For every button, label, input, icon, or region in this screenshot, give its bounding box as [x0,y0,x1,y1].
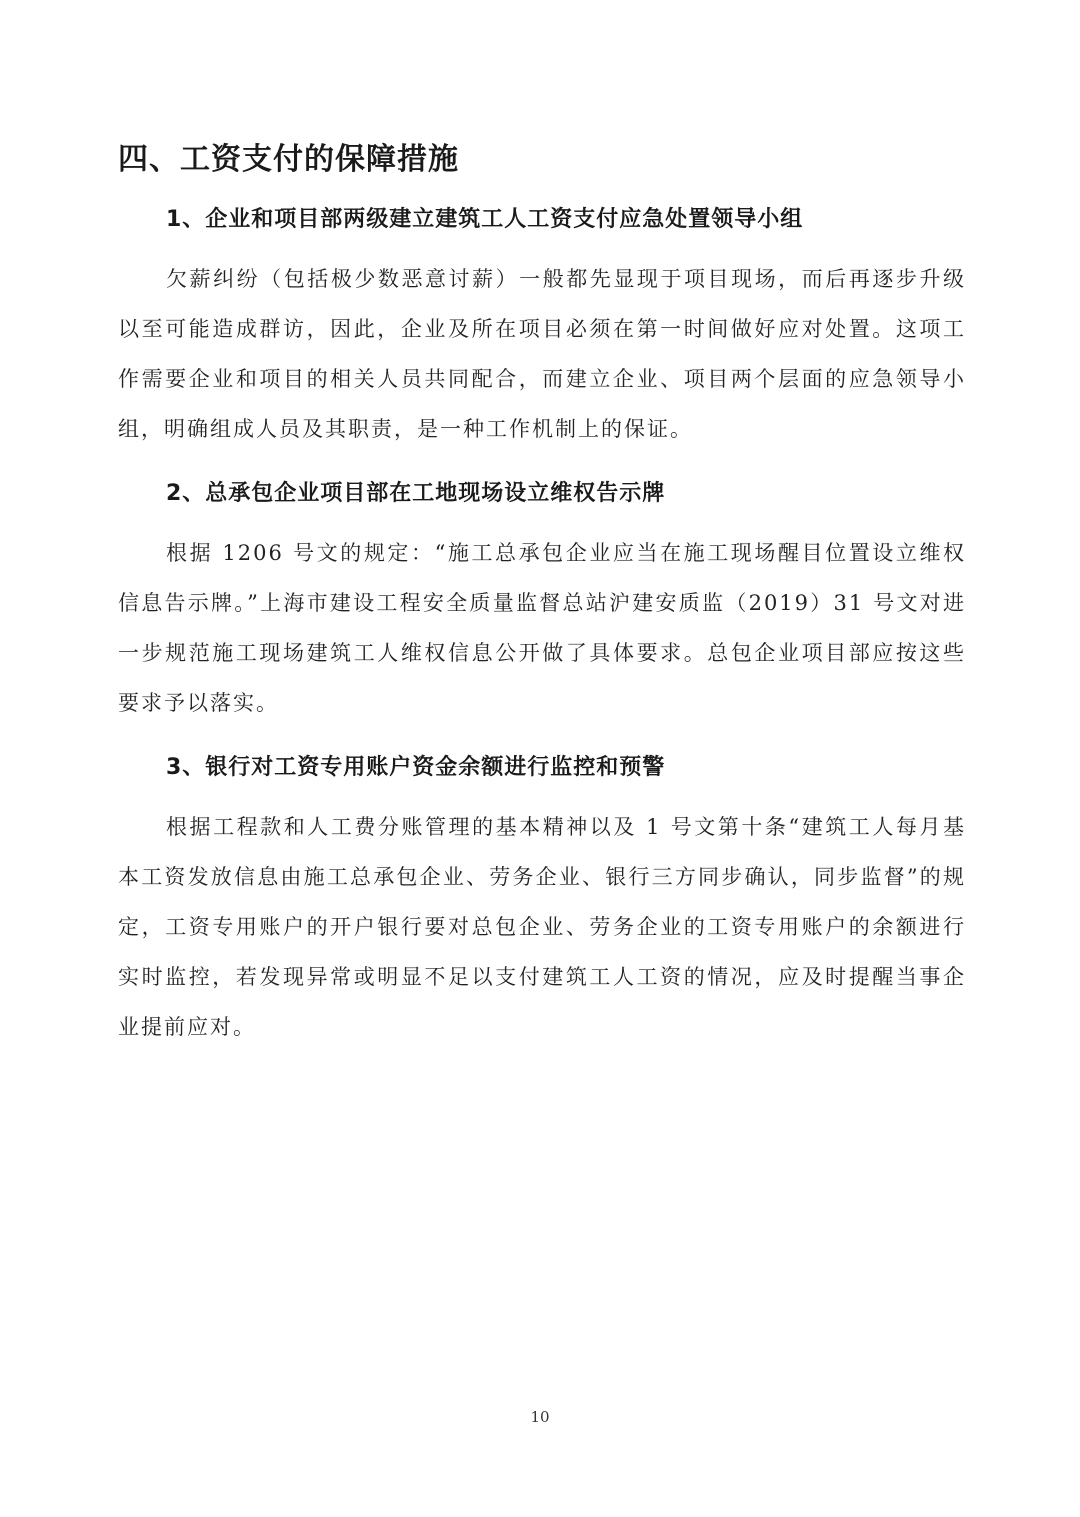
page-number: 10 [530,1408,550,1426]
section-title: 四、工资支付的保障措施 [118,142,459,177]
item-1-paragraph: 欠薪纠纷（包括极少数恶意讨薪）一般都先显现于项目现场，而后再逐步升级以至可能造成群访，因此，企业及所在项目必须在第一时间做好应对处置。这项工作需要企业和项目的相关人员共同配合，而建立企业、项目两个层面的应急领导小组，明确组成人员及其职责，是一种工作机制上的保证。 [118,267,966,441]
item-1-heading: 1、企业和项目部两级建立建筑工人工资支付应急处置领导小组 [166,207,804,232]
item-3-heading: 3、银行对工资专用账户资金余额进行监控和预警 [166,755,666,780]
item-2-heading: 2、总承包企业项目部在工地现场设立维权告示牌 [166,481,666,506]
item-3-paragraph: 根据工程款和人工费分账管理的基本精神以及 1 号文第十条“建筑工人每月基本工资发放信息由施工总承包企业、劳务企业、银行三方同步确认，同步监督”的规定，工资专用账户的开户银行要对总包企业、劳务企业的工资专用账户的余额进行实时监控，若发现异常或明显不足以支付建筑工人工资的情况，应及时提醒当事企业提前应对。 [118,815,966,1039]
item-2-paragraph: 根据 1206 号文的规定：“施工总承包企业应当在施工现场醒目位置设立维权信息告示牌。”上海市建设工程安全质量监督总站沪建安质监（2019）31 号文对进一步规范施工现场建筑工人维权信息公开做了具体要求。总包企业项目部应按这些要求予以落实。 [118,541,966,715]
